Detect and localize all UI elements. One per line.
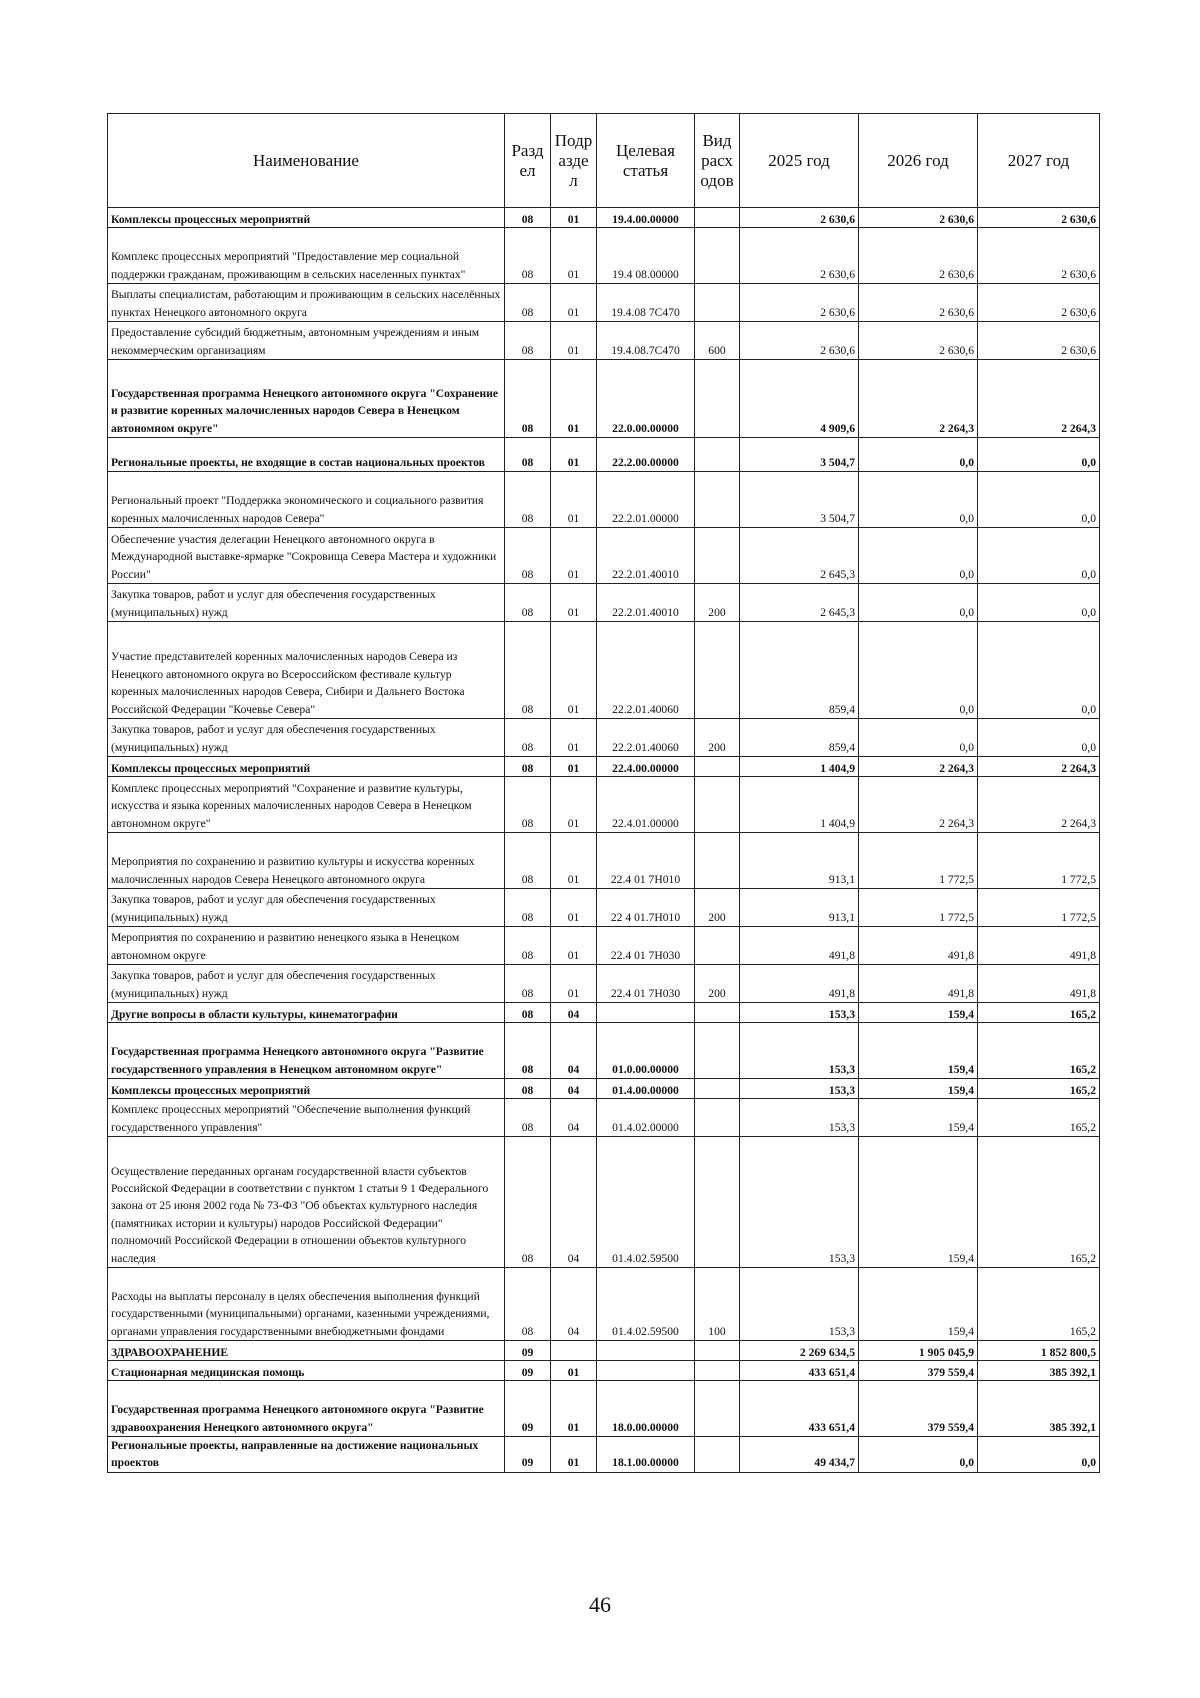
cell-name: Комплексы процессных мероприятий: [108, 757, 505, 777]
cell-podrazdel: [551, 1341, 597, 1361]
cell-target: 22.4.00.00000: [597, 757, 695, 777]
cell-name: Предоставление субсидий бюджетным, автономным учреждениям и иным некоммерческим организациям: [108, 322, 505, 360]
cell-target: 19.4.00.00000: [597, 208, 695, 228]
cell-name: Осуществление переданных органам государственной власти субъектов Российской Федерации в соответствии с пунктом 1 статьи 9 1 Федерального закона от 25 июня 2002 года № 73-ФЗ "Об объектах культурного наследия (памятниках истории и культуры) народов Российской Федерации" полномочий Российской Федерации в отношении объектов культурного наследия: [108, 1137, 505, 1268]
cell-2025: 153,3: [740, 1099, 859, 1137]
cell-name: Стационарная медицинская помощь: [108, 1361, 505, 1381]
cell-razdel: 08: [505, 1003, 551, 1023]
cell-2027: 2 630,6: [978, 228, 1100, 284]
cell-2025: 2 630,6: [740, 284, 859, 322]
cell-name: ЗДРАВООХРАНЕНИЕ: [108, 1341, 505, 1361]
header-2027: 2027 год: [978, 114, 1100, 208]
cell-podrazdel: 01: [551, 284, 597, 322]
table-row: [108, 965, 1100, 1003]
cell-target: 22.2.01.40060: [597, 622, 695, 719]
cell-razdel: 08: [505, 208, 551, 228]
table-row: [108, 472, 1100, 528]
cell-target: 22.2.00.00000: [597, 438, 695, 472]
cell-podrazdel: 01: [551, 622, 597, 719]
cell-2026: 159,4: [859, 1099, 978, 1137]
header-vid: Вид расх одов: [695, 114, 740, 208]
cell-2026: 2 630,6: [859, 322, 978, 360]
table-row: [108, 927, 1100, 965]
cell-podrazdel: 01: [551, 1437, 597, 1473]
cell-name: Обеспечение участия делегации Ненецкого автономного округа в Международной выставке-ярмарке "Сокровища Севера Мастера и художники России": [108, 528, 505, 584]
cell-target: 18.1.00.00000: [597, 1437, 695, 1473]
cell-target: 18.0.00.00000: [597, 1381, 695, 1437]
cell-2026: 159,4: [859, 1079, 978, 1099]
cell-2027: 0,0: [978, 622, 1100, 719]
cell-2026: 0,0: [859, 472, 978, 528]
cell-2027: 385 392,1: [978, 1381, 1100, 1437]
cell-podrazdel: 01: [551, 965, 597, 1003]
cell-podrazdel: 01: [551, 228, 597, 284]
cell-razdel: 08: [505, 889, 551, 927]
cell-razdel: 08: [505, 622, 551, 719]
table-row: [108, 1137, 1100, 1268]
cell-target: 22.2.01.40010: [597, 528, 695, 584]
cell-razdel: 08: [505, 757, 551, 777]
cell-2026: 159,4: [859, 1003, 978, 1023]
table-row: [108, 528, 1100, 584]
cell-target: 01.4.02.59500: [597, 1268, 695, 1341]
cell-podrazdel: 01: [551, 889, 597, 927]
cell-vid: [695, 1361, 740, 1381]
cell-2027: 0,0: [978, 584, 1100, 622]
cell-2025: 3 504,7: [740, 438, 859, 472]
table-row: [108, 1268, 1100, 1341]
cell-target: 22.4.01.00000: [597, 777, 695, 833]
cell-razdel: 08: [505, 284, 551, 322]
table-row: [108, 719, 1100, 757]
cell-2026: 2 630,6: [859, 284, 978, 322]
cell-name: Комплексы процессных мероприятий: [108, 208, 505, 228]
cell-vid: [695, 927, 740, 965]
cell-razdel: 08: [505, 322, 551, 360]
cell-name: Мероприятия по сохранению и развитию культуры и искусства коренных малочисленных народов Севера Ненецкого автономного округа: [108, 833, 505, 889]
cell-vid: [695, 1099, 740, 1137]
cell-podrazdel: 01: [551, 1361, 597, 1381]
cell-2027: 385 392,1: [978, 1361, 1100, 1381]
cell-2026: 379 559,4: [859, 1361, 978, 1381]
cell-podrazdel: 04: [551, 1137, 597, 1268]
cell-target: 01.4.00.00000: [597, 1079, 695, 1099]
header-podrazdel: Подр азде л: [551, 114, 597, 208]
page-number: 46: [589, 1592, 611, 1617]
cell-2026: 0,0: [859, 1437, 978, 1473]
cell-target: 01.4.02.00000: [597, 1099, 695, 1137]
cell-podrazdel: 01: [551, 584, 597, 622]
cell-2027: 0,0: [978, 528, 1100, 584]
cell-2025: 433 651,4: [740, 1381, 859, 1437]
cell-vid: [695, 757, 740, 777]
cell-2027: 2 630,6: [978, 208, 1100, 228]
cell-name: Региональные проекты, направленные на достижение национальных проектов: [108, 1437, 505, 1473]
cell-target: 22.4 01 7Н030: [597, 927, 695, 965]
cell-name: Другие вопросы в области культуры, кинематографии: [108, 1003, 505, 1023]
cell-vid: [695, 1003, 740, 1023]
cell-2026: 0,0: [859, 438, 978, 472]
cell-vid: 600: [695, 322, 740, 360]
cell-target: 22.2.01.40010: [597, 584, 695, 622]
cell-2027: 165,2: [978, 1023, 1100, 1079]
cell-target: [597, 1341, 695, 1361]
cell-razdel: 08: [505, 472, 551, 528]
cell-podrazdel: 01: [551, 777, 597, 833]
cell-target: 22.0.00.00000: [597, 360, 695, 438]
table-body: [108, 208, 1100, 1473]
cell-target: 19.4 08.00000: [597, 228, 695, 284]
cell-podrazdel: 01: [551, 1381, 597, 1437]
cell-2025: 433 651,4: [740, 1361, 859, 1381]
cell-2025: 2 645,3: [740, 528, 859, 584]
cell-name: Закупка товаров, работ и услуг для обеспечения государственных (муниципальных) нужд: [108, 719, 505, 757]
cell-razdel: 08: [505, 833, 551, 889]
cell-razdel: 08: [505, 1023, 551, 1079]
cell-vid: [695, 1023, 740, 1079]
cell-name: Государственная программа Ненецкого автономного округа "Развитие здравоохранения Ненецкого автономного округа": [108, 1381, 505, 1437]
cell-2027: 0,0: [978, 438, 1100, 472]
cell-vid: [695, 1437, 740, 1473]
table-row: [108, 228, 1100, 284]
cell-2025: 1 404,9: [740, 777, 859, 833]
cell-podrazdel: 04: [551, 1003, 597, 1023]
cell-razdel: 08: [505, 1268, 551, 1341]
cell-razdel: 08: [505, 360, 551, 438]
cell-podrazdel: 01: [551, 927, 597, 965]
cell-2027: 2 630,6: [978, 322, 1100, 360]
cell-podrazdel: 01: [551, 757, 597, 777]
cell-podrazdel: 04: [551, 1023, 597, 1079]
cell-2027: 0,0: [978, 1437, 1100, 1473]
table-row: [108, 284, 1100, 322]
cell-vid: 200: [695, 584, 740, 622]
cell-name: Комплекс процессных мероприятий "Предоставление мер социальной поддержки гражданам, проживающим в сельских населенных пунктах": [108, 228, 505, 284]
cell-target: 19.4.08.7С470: [597, 322, 695, 360]
cell-vid: [695, 228, 740, 284]
cell-vid: [695, 1137, 740, 1268]
cell-2026: 1 772,5: [859, 833, 978, 889]
cell-podrazdel: 01: [551, 322, 597, 360]
cell-2026: 0,0: [859, 584, 978, 622]
cell-2025: 49 434,7: [740, 1437, 859, 1473]
table-row: [108, 833, 1100, 889]
cell-podrazdel: 01: [551, 472, 597, 528]
cell-2025: 859,4: [740, 719, 859, 757]
table-row: [108, 438, 1100, 472]
cell-2027: 1 772,5: [978, 889, 1100, 927]
cell-2026: 2 264,3: [859, 360, 978, 438]
cell-name: Региональный проект "Поддержка экономического и социального развития коренных малочисленных народов Севера": [108, 472, 505, 528]
cell-vid: [695, 1341, 740, 1361]
cell-name: Государственная программа Ненецкого автономного округа "Развитие государственного управления в Ненецком автономном округе": [108, 1023, 505, 1079]
cell-target: 01.0.00.00000: [597, 1023, 695, 1079]
cell-razdel: 08: [505, 228, 551, 284]
cell-vid: [695, 1079, 740, 1099]
cell-razdel: 08: [505, 965, 551, 1003]
cell-2025: 2 645,3: [740, 584, 859, 622]
cell-name: Комплекс процессных мероприятий "Обеспечение выполнения функций государственного управления": [108, 1099, 505, 1137]
cell-2025: 2 269 634,5: [740, 1341, 859, 1361]
cell-2025: 913,1: [740, 833, 859, 889]
cell-razdel: 08: [505, 927, 551, 965]
header-2025: 2025 год: [740, 114, 859, 208]
cell-vid: 200: [695, 965, 740, 1003]
cell-2026: 2 264,3: [859, 777, 978, 833]
cell-target: 22.2.01.40060: [597, 719, 695, 757]
cell-2025: 1 404,9: [740, 757, 859, 777]
cell-2026: 2 264,3: [859, 757, 978, 777]
cell-2027: 165,2: [978, 1079, 1100, 1099]
cell-2026: 159,4: [859, 1023, 978, 1079]
cell-razdel: 08: [505, 719, 551, 757]
cell-2027: 2 630,6: [978, 284, 1100, 322]
cell-podrazdel: 04: [551, 1099, 597, 1137]
cell-vid: [695, 622, 740, 719]
table-row: [108, 757, 1100, 777]
cell-podrazdel: 01: [551, 528, 597, 584]
table-row: [108, 584, 1100, 622]
cell-name: Участие представителей коренных малочисленных народов Севера из Ненецкого автономного округа во Всероссийском фестивале культур коренных малочисленных народов Севера, Сибири и Дальнего Востока Российской Федерации "Кочевье Севера": [108, 622, 505, 719]
table-row: [108, 1437, 1100, 1473]
cell-2027: 165,2: [978, 1268, 1100, 1341]
cell-razdel: 09: [505, 1361, 551, 1381]
cell-name: Региональные проекты, не входящие в состав национальных проектов: [108, 438, 505, 472]
cell-2025: 2 630,6: [740, 228, 859, 284]
cell-2027: 491,8: [978, 965, 1100, 1003]
cell-2026: 0,0: [859, 528, 978, 584]
cell-2026: 491,8: [859, 965, 978, 1003]
cell-2025: 2 630,6: [740, 208, 859, 228]
cell-2027: 2 264,3: [978, 757, 1100, 777]
cell-2025: 153,3: [740, 1137, 859, 1268]
table-row: [108, 360, 1100, 438]
table-row: [108, 1003, 1100, 1023]
cell-2026: 2 630,6: [859, 208, 978, 228]
cell-name: Комплекс процессных мероприятий "Сохранение и развитие культуры, искусства и языка коренных малочисленных народов Севера в Ненецком автономном округе": [108, 777, 505, 833]
table-row: [108, 208, 1100, 228]
cell-2025: 491,8: [740, 965, 859, 1003]
table-row: [108, 1099, 1100, 1137]
cell-2027: 0,0: [978, 719, 1100, 757]
cell-2026: 0,0: [859, 622, 978, 719]
cell-razdel: 09: [505, 1341, 551, 1361]
cell-razdel: 08: [505, 528, 551, 584]
cell-target: 22.2.01.00000: [597, 472, 695, 528]
header-name: Наименование: [108, 114, 505, 208]
header-target: Целевая статья: [597, 114, 695, 208]
cell-2026: 1 905 045,9: [859, 1341, 978, 1361]
cell-2027: 1 852 800,5: [978, 1341, 1100, 1361]
budget-table: [107, 113, 1100, 1473]
cell-2027: 0,0: [978, 472, 1100, 528]
cell-podrazdel: 04: [551, 1268, 597, 1341]
cell-vid: [695, 1381, 740, 1437]
cell-vid: [695, 360, 740, 438]
table-row: [108, 889, 1100, 927]
cell-vid: 200: [695, 719, 740, 757]
cell-vid: [695, 284, 740, 322]
cell-2026: 379 559,4: [859, 1381, 978, 1437]
cell-podrazdel: 04: [551, 1079, 597, 1099]
cell-razdel: 09: [505, 1381, 551, 1437]
cell-2025: 2 630,6: [740, 322, 859, 360]
header-razdel: Разд ел: [505, 114, 551, 208]
cell-razdel: 09: [505, 1437, 551, 1473]
cell-2027: 2 264,3: [978, 360, 1100, 438]
cell-2026: 1 772,5: [859, 889, 978, 927]
cell-2025: 913,1: [740, 889, 859, 927]
table-row: [108, 1341, 1100, 1361]
cell-2026: 0,0: [859, 719, 978, 757]
cell-2025: 153,3: [740, 1023, 859, 1079]
cell-name: Расходы на выплаты персоналу в целях обеспечения выполнения функций государственными (муниципальными) органами, казенными учреждениями, органами управления государственными внебюджетными фондами: [108, 1268, 505, 1341]
cell-name: Закупка товаров, работ и услуг для обеспечения государственных (муниципальных) нужд: [108, 965, 505, 1003]
cell-target: 01.4.02.59500: [597, 1137, 695, 1268]
cell-razdel: 08: [505, 438, 551, 472]
cell-vid: [695, 833, 740, 889]
cell-podrazdel: 01: [551, 360, 597, 438]
cell-2027: 2 264,3: [978, 777, 1100, 833]
cell-name: Комплексы процессных мероприятий: [108, 1079, 505, 1099]
cell-2025: 153,3: [740, 1003, 859, 1023]
cell-2026: 491,8: [859, 927, 978, 965]
cell-2027: 165,2: [978, 1099, 1100, 1137]
cell-razdel: 08: [505, 1099, 551, 1137]
cell-2027: 1 772,5: [978, 833, 1100, 889]
cell-vid: [695, 472, 740, 528]
cell-2027: 165,2: [978, 1003, 1100, 1023]
cell-podrazdel: 01: [551, 719, 597, 757]
cell-name: Мероприятия по сохранению и развитию ненецкого языка в Ненецком автономном округе: [108, 927, 505, 965]
cell-target: 22.4 01 7Н010: [597, 833, 695, 889]
cell-name: Государственная программа Ненецкого автономного округа "Сохранение и развитие коренных малочисленных народов Севера в Ненецком автономном округе": [108, 360, 505, 438]
cell-podrazdel: 01: [551, 438, 597, 472]
table-row: [108, 777, 1100, 833]
cell-target: 19.4.08 7С470: [597, 284, 695, 322]
cell-razdel: 08: [505, 1137, 551, 1268]
cell-target: [597, 1361, 695, 1381]
table-row: [108, 1079, 1100, 1099]
cell-vid: 200: [695, 889, 740, 927]
cell-2026: 159,4: [859, 1268, 978, 1341]
cell-vid: [695, 528, 740, 584]
cell-2025: 491,8: [740, 927, 859, 965]
cell-vid: [695, 777, 740, 833]
table-row: [108, 1361, 1100, 1381]
cell-podrazdel: 01: [551, 208, 597, 228]
header-2026: 2026 год: [859, 114, 978, 208]
cell-vid: [695, 438, 740, 472]
cell-2027: 165,2: [978, 1137, 1100, 1268]
table-row: [108, 1023, 1100, 1079]
cell-target: 22 4 01.7Н010: [597, 889, 695, 927]
cell-vid: 100: [695, 1268, 740, 1341]
table-row: [108, 322, 1100, 360]
cell-target: 22.4 01 7Н030: [597, 965, 695, 1003]
table-row: [108, 622, 1100, 719]
cell-2025: 153,3: [740, 1268, 859, 1341]
cell-razdel: 08: [505, 584, 551, 622]
cell-2025: 859,4: [740, 622, 859, 719]
cell-2027: 491,8: [978, 927, 1100, 965]
cell-2026: 2 630,6: [859, 228, 978, 284]
header-row: [108, 114, 1100, 208]
cell-name: Закупка товаров, работ и услуг для обеспечения государственных (муниципальных) нужд: [108, 584, 505, 622]
cell-podrazdel: 01: [551, 833, 597, 889]
cell-target: [597, 1003, 695, 1023]
cell-razdel: 08: [505, 1079, 551, 1099]
cell-name: Выплаты специалистам, работающим и проживающим в сельских населённых пунктах Ненецкого автономного округа: [108, 284, 505, 322]
cell-2025: 153,3: [740, 1079, 859, 1099]
cell-2025: 3 504,7: [740, 472, 859, 528]
cell-2026: 159,4: [859, 1137, 978, 1268]
cell-2025: 4 909,6: [740, 360, 859, 438]
cell-razdel: 08: [505, 777, 551, 833]
table-row: [108, 1381, 1100, 1437]
cell-vid: [695, 208, 740, 228]
cell-name: Закупка товаров, работ и услуг для обеспечения государственных (муниципальных) нужд: [108, 889, 505, 927]
